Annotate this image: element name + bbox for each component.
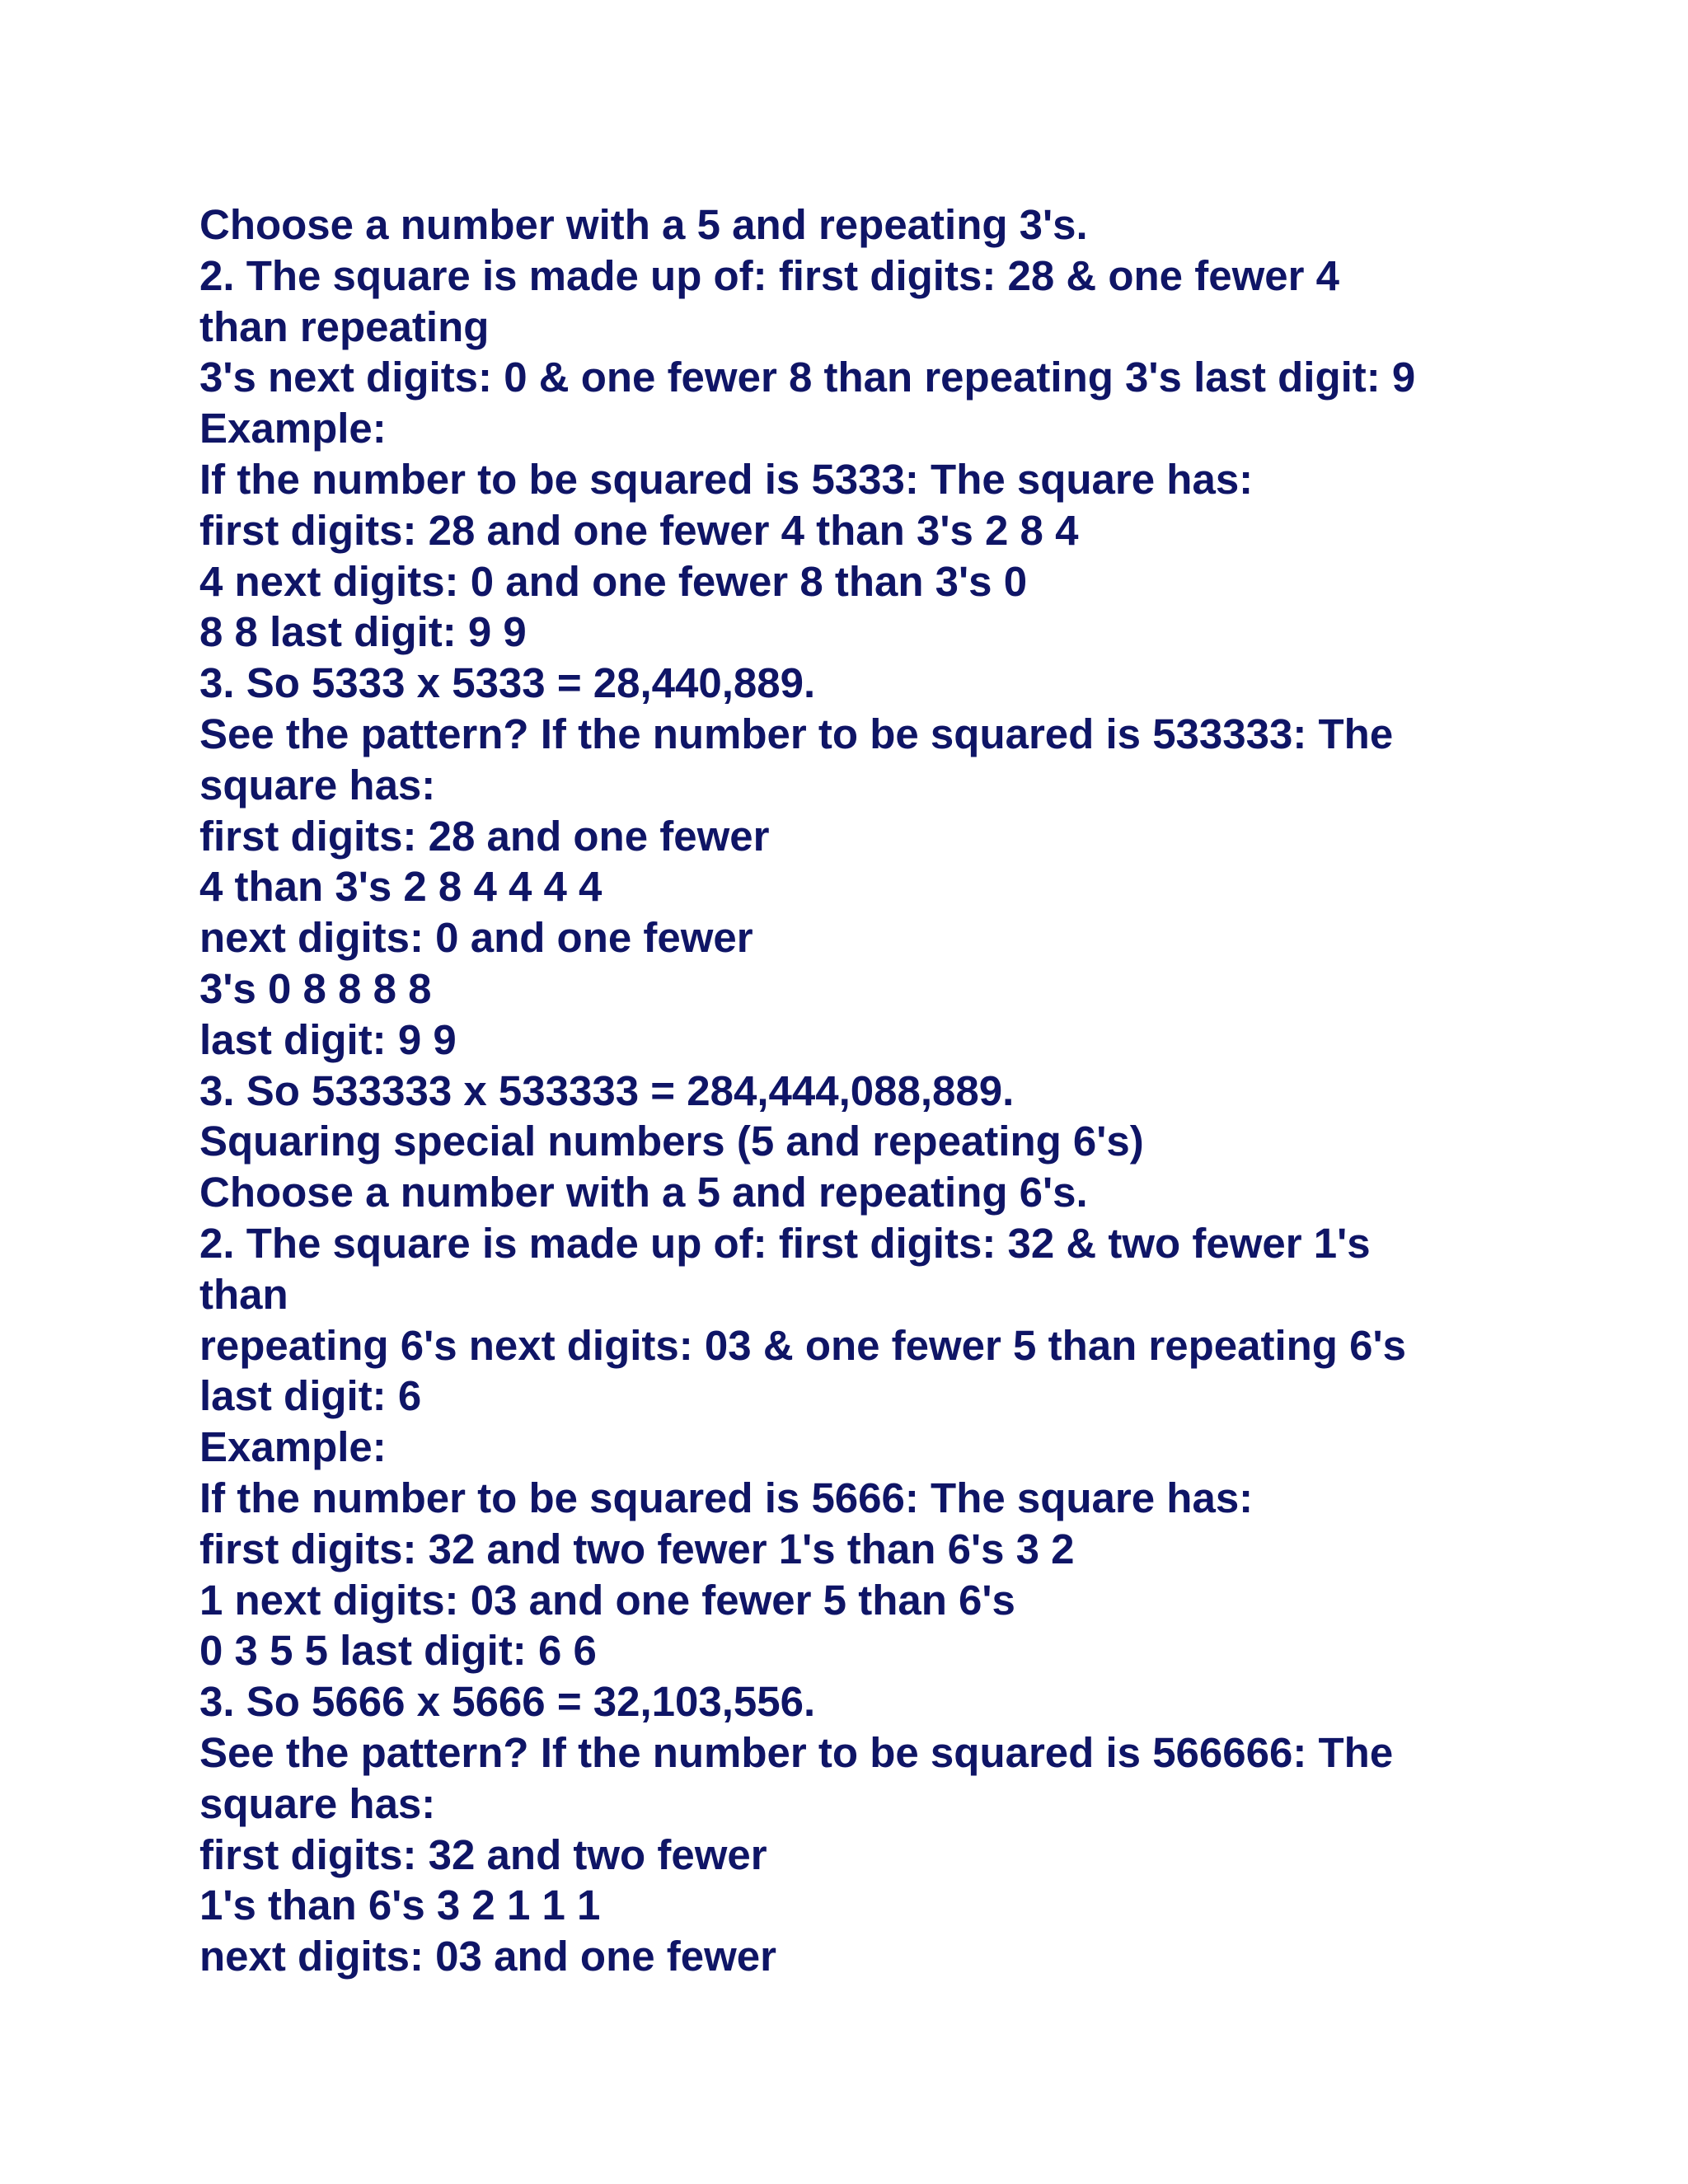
text-line: first digits: 32 and two fewer: [199, 1830, 767, 1878]
text-line: first digits: 28 and one fewer 4 than 3's 2 8 4: [199, 506, 1079, 554]
text-line: 3. So 5333 x 5333 = 28,440,889.: [199, 659, 816, 707]
text-line: 1's than 6's 3 2 1 1 1: [199, 1882, 601, 1929]
text-line: If the number to be squared is 5666: The square has:: [199, 1474, 1254, 1521]
text-line: square has:: [199, 1779, 436, 1827]
text-line: 3. So 533333 x 533333 = 284,444,088,889.: [199, 1066, 1015, 1114]
text-line: last digit: 9 9: [199, 1015, 457, 1063]
text-line: Choose a number with a 5 and repeating 6's.: [199, 1169, 1088, 1216]
text-line: repeating 6's next digits: 03 & one fewer 5 than repeating 6's: [199, 1321, 1406, 1369]
text-line: 0 3 5 5 last digit: 6 6: [199, 1627, 597, 1675]
text-block: [199, 199, 1551, 1982]
text-line: 4 next digits: 0 and one fewer 8 than 3's 0: [199, 557, 1028, 605]
text-line: 3. So 5666 x 5666 = 32,103,556.: [199, 1678, 816, 1726]
text-line: 2. The square is made up of: first digits: 32 & two fewer 1's: [199, 1219, 1371, 1267]
text-line: 8 8 last digit: 9 9: [199, 608, 527, 656]
text-line: square has:: [199, 761, 436, 808]
text-line: next digits: 0 and one fewer: [199, 914, 753, 962]
text-line: If the number to be squared is 5333: The square has:: [199, 455, 1254, 503]
text-line: Choose a number with a 5 and repeating 3's.: [199, 201, 1088, 248]
text-line: 1 next digits: 03 and one fewer 5 than 6's: [199, 1576, 1015, 1624]
text-line: Squaring special numbers (5 and repeating 6's): [199, 1118, 1144, 1165]
text-line: next digits: 03 and one fewer: [199, 1933, 776, 1980]
text-line: 3's next digits: 0 & one fewer 8 than repeating 3's last digit: 9: [199, 354, 1416, 401]
text-line: 2. The square is made up of: first digits: 28 & one fewer 4: [199, 251, 1339, 299]
text-line: 3's 0 8 8 8 8: [199, 964, 432, 1012]
text-line: than repeating: [199, 302, 490, 350]
text-line: first digits: 28 and one fewer: [199, 812, 770, 860]
text-line: than: [199, 1270, 288, 1318]
text-line: See the pattern? If the number to be squared is 533333: The: [199, 710, 1394, 757]
text-line: See the pattern? If the number to be squared is 566666: The: [199, 1728, 1394, 1776]
text-line: first digits: 32 and two fewer 1's than 6's 3 2: [199, 1525, 1075, 1572]
text-line: 4 than 3's 2 8 4 4 4 4: [199, 863, 603, 911]
text-line: Example:: [199, 405, 387, 452]
text-line: last digit: 6: [199, 1372, 422, 1420]
text-line: Example:: [199, 1423, 387, 1471]
